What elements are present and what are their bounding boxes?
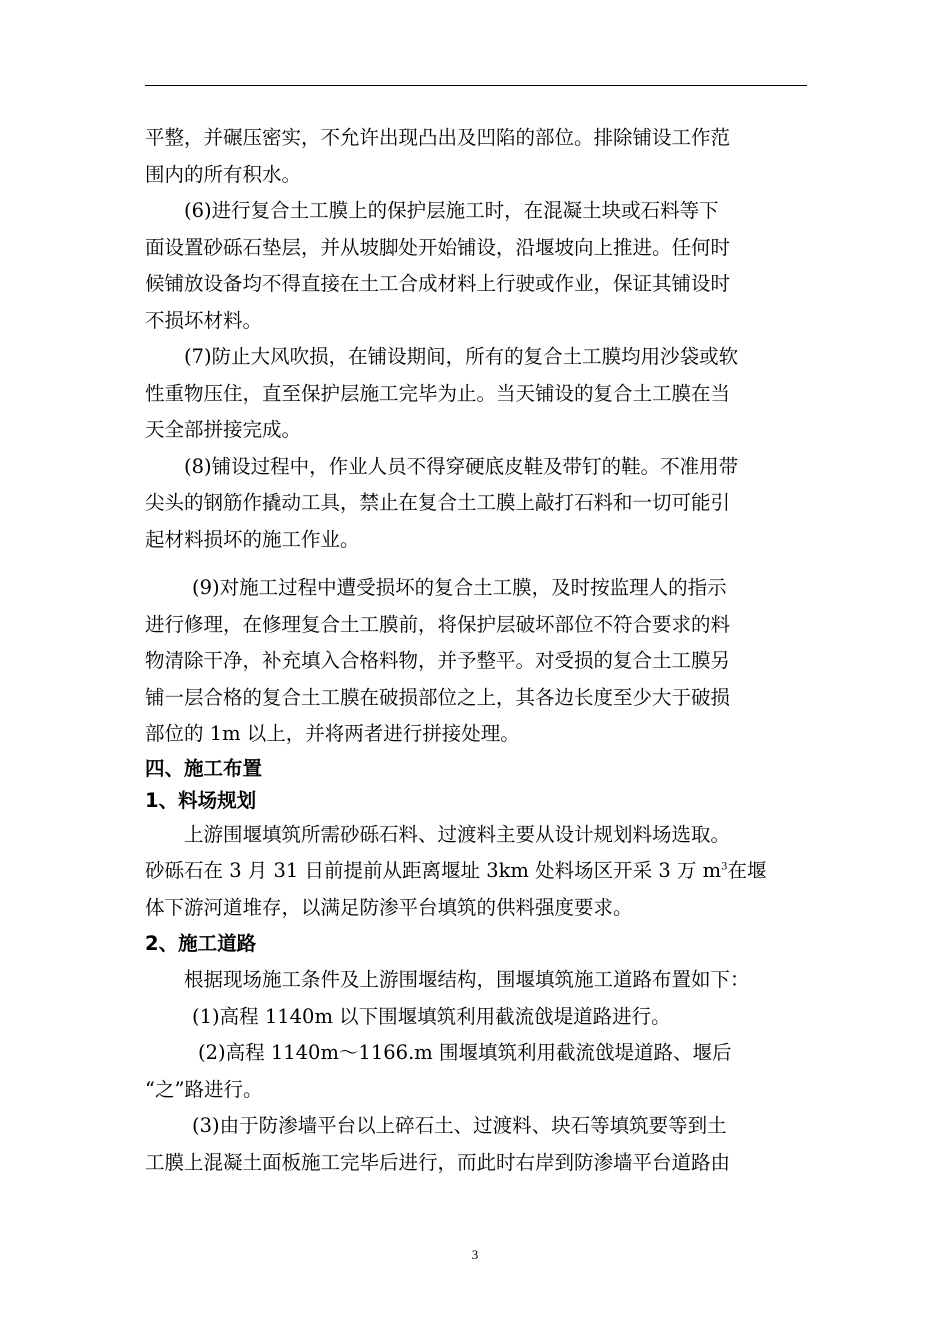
header-rule <box>145 85 807 86</box>
text-line: (3)由于防渗墙平台以上碎石土、过渡料、块石等填筑要等到土 <box>192 1114 727 1137</box>
text-line: 铺一层合格的复合土工膜在破损部位之上，其各边长度至少大于破损 <box>145 685 731 709</box>
text-line: 候铺放设备均不得直接在土工合成材料上行驶或作业，保证其铺设时 <box>145 272 731 295</box>
text-line: 部位的 1m 以上，并将两者进行拼接处理。 <box>145 722 520 745</box>
section-heading: 四、施工布置 <box>145 756 263 780</box>
text-line: 根据现场施工条件及上游围堰结构，围堰填筑施工道路布置如下： <box>184 968 750 991</box>
text-line: 不损坏材料。 <box>145 308 263 332</box>
text-line <box>145 853 807 890</box>
text-line: (8)铺设过程中，作业人员不得穿硬底皮鞋及带钉的鞋。不准用带 <box>184 454 739 478</box>
text-line: (7)防止大风吹损，在铺设期间，所有的复合土工膜均用沙袋或软 <box>184 345 739 368</box>
page-number: 3 <box>471 1247 479 1262</box>
text-line: 起材料损坏的施工作业。 <box>145 527 360 551</box>
subsection-heading: 2、施工道路 <box>145 932 257 955</box>
text-segment: 砂砾石在 3 月 31 日前提前从距离堰址 3km 处料场区开采 3 万 m <box>145 859 722 882</box>
text-line: 性重物压住，直至保护层施工完毕为止。当天铺设的复合土工膜在当 <box>145 381 731 405</box>
text-line: 围内的所有积水。 <box>145 162 302 186</box>
text-line: 天全部拼接完成。 <box>145 418 302 441</box>
text-line: (6)进行复合土工膜上的保护层施工时，在混凝土块或石料等下 <box>184 199 719 222</box>
text-line: 体下游河道堆存，以满足防渗平台填筑的供料强度要求。 <box>145 895 633 919</box>
text-line: “之”路进行。 <box>145 1077 263 1101</box>
document-body <box>145 120 807 1181</box>
text-line: 尖头的钢筋作撬动工具，禁止在复合土工膜上敲打石料和一切可能引 <box>145 491 731 514</box>
subsection-heading: 1、料场规划 <box>145 788 257 812</box>
text-segment: 在堰 <box>727 859 767 882</box>
text-line: (9)对施工过程中遭受损坏的复合土工膜，及时按监理人的指示 <box>192 576 727 599</box>
superscript: 3 <box>721 861 728 873</box>
text-line: 物清除干净，补充填入合格料物，并予整平。对受损的复合土工膜另 <box>145 649 731 672</box>
text-line: 上游围堰填筑所需砂砾石料、过渡料主要从设计规划料场选取。 <box>184 822 731 846</box>
text-line: 进行修理，在修理复合土工膜前，将保护层破坏部位不符合要求的料 <box>145 612 731 636</box>
text-line: (2)高程 1140m～1166.m 围堰填筑利用截流戗堤道路、堰后 <box>198 1041 732 1064</box>
text-line: 面设置砂砾石垫层，并从坡脚处开始铺设，沿堰坡向上推进。任何时 <box>145 235 731 259</box>
text-line: 工膜上混凝土面板施工完毕后进行，而此时右岸到防渗墙平台道路由 <box>145 1150 731 1174</box>
text-line: (1)高程 1140m 以下围堰填筑利用截流戗堤道路进行。 <box>192 1004 671 1028</box>
text-line: 平整，并碾压密实，不允许出现凸出及凹陷的部位。排除铺设工作范 <box>145 126 731 149</box>
